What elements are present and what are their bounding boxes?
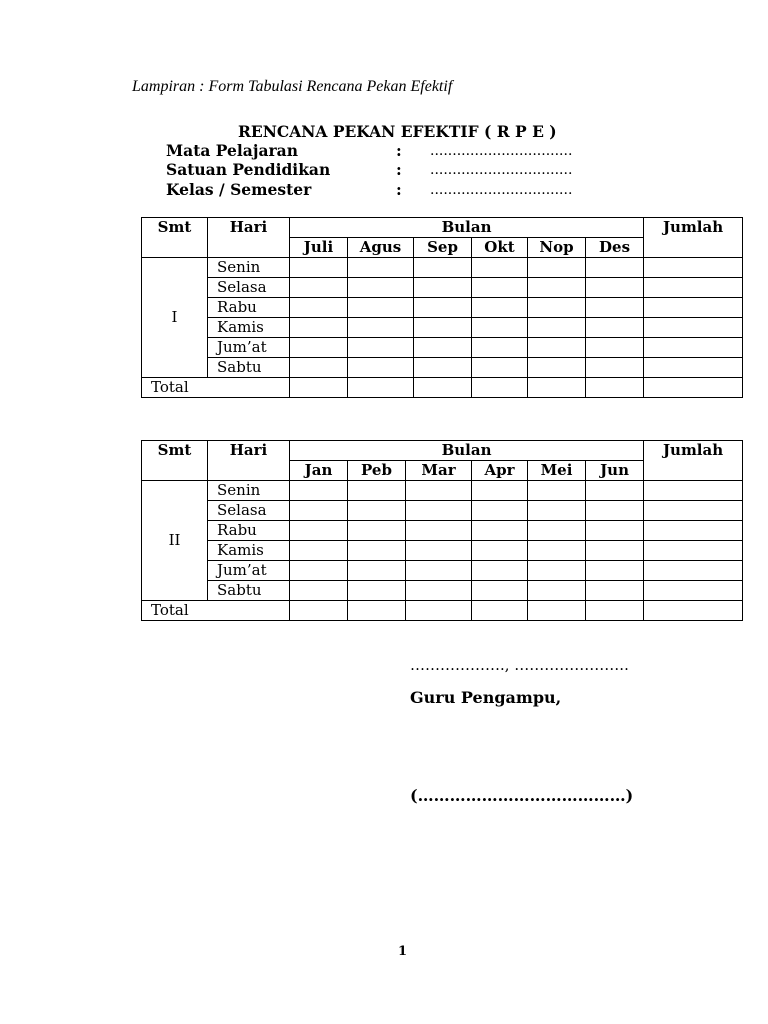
cell <box>290 258 348 278</box>
cell <box>290 318 348 338</box>
cell <box>644 318 743 338</box>
cell <box>644 358 743 378</box>
cell <box>528 501 586 521</box>
cell <box>586 481 644 501</box>
semester-label: I <box>142 258 208 378</box>
day-label: Kamis <box>208 541 290 561</box>
cell <box>406 561 472 581</box>
cell <box>586 318 644 338</box>
table-row <box>142 278 743 298</box>
cell <box>586 601 644 621</box>
cell <box>290 378 348 398</box>
cell <box>414 378 472 398</box>
cell <box>348 581 406 601</box>
cell <box>644 541 743 561</box>
cell <box>472 318 528 338</box>
cell <box>406 601 472 621</box>
table-row <box>142 541 743 561</box>
cell <box>586 298 644 318</box>
cell <box>644 481 743 501</box>
cell <box>290 581 348 601</box>
cell <box>406 541 472 561</box>
day-label: Senin <box>208 258 290 278</box>
meta-value-satuan-pendidikan: ................................ <box>430 162 573 178</box>
cell <box>290 501 348 521</box>
day-label: Sabtu <box>208 358 290 378</box>
month-header: Nop <box>528 238 586 258</box>
cell <box>414 318 472 338</box>
day-label: Kamis <box>208 318 290 338</box>
total-label: Total <box>142 601 290 621</box>
cell <box>644 601 743 621</box>
lampiran-caption: Lampiran : Form Tabulasi Rencana Pekan Efektif <box>132 78 453 95</box>
rpe-table-semester-1 <box>141 217 743 398</box>
cell <box>586 338 644 358</box>
document-title: RENCANA PEKAN EFEKTIF ( R P E ) <box>238 122 557 141</box>
cell <box>348 561 406 581</box>
cell <box>472 601 528 621</box>
cell <box>290 601 348 621</box>
month-header: Agus <box>348 238 414 258</box>
header-smt: Smt <box>142 441 208 481</box>
table-row <box>142 481 743 501</box>
month-header: Juli <box>290 238 348 258</box>
table-row <box>142 358 743 378</box>
cell <box>528 338 586 358</box>
month-header: Des <box>586 238 644 258</box>
cell <box>472 258 528 278</box>
meta-colon: : <box>396 160 402 179</box>
cell <box>528 298 586 318</box>
cell <box>644 378 743 398</box>
table-row <box>142 318 743 338</box>
cell <box>414 278 472 298</box>
cell <box>472 521 528 541</box>
cell <box>528 378 586 398</box>
cell <box>290 521 348 541</box>
cell <box>348 338 414 358</box>
day-label: Jum’at <box>208 338 290 358</box>
cell <box>586 378 644 398</box>
signature-name-line: (…………………………………) <box>410 786 634 805</box>
cell <box>586 258 644 278</box>
table-row <box>142 258 743 278</box>
cell <box>290 298 348 318</box>
cell <box>290 358 348 378</box>
header-jumlah: Jumlah <box>644 218 743 258</box>
semester-label: II <box>142 481 208 601</box>
cell <box>348 258 414 278</box>
day-label: Selasa <box>208 278 290 298</box>
cell <box>348 601 406 621</box>
month-header: Peb <box>348 461 406 481</box>
table-row <box>142 501 743 521</box>
day-label: Senin <box>208 481 290 501</box>
meta-colon: : <box>396 141 402 160</box>
cell <box>528 561 586 581</box>
cell <box>472 501 528 521</box>
cell <box>406 581 472 601</box>
cell <box>528 258 586 278</box>
cell <box>586 278 644 298</box>
cell <box>472 298 528 318</box>
cell <box>528 358 586 378</box>
cell <box>290 481 348 501</box>
total-label: Total <box>142 378 290 398</box>
month-header: Jan <box>290 461 348 481</box>
cell <box>528 318 586 338</box>
cell <box>290 338 348 358</box>
cell <box>414 258 472 278</box>
cell <box>644 278 743 298</box>
table-row <box>142 521 743 541</box>
header-smt: Smt <box>142 218 208 258</box>
table-row <box>142 298 743 318</box>
header-bulan: Bulan <box>290 218 644 238</box>
table-row <box>142 581 743 601</box>
month-header: Jun <box>586 461 644 481</box>
header-bulan: Bulan <box>290 441 644 461</box>
cell <box>348 298 414 318</box>
cell <box>472 541 528 561</box>
cell <box>290 278 348 298</box>
cell <box>406 501 472 521</box>
meta-value-kelas-semester: ................................ <box>430 182 573 198</box>
cell <box>472 561 528 581</box>
day-label: Jum’at <box>208 561 290 581</box>
cell <box>348 358 414 378</box>
cell <box>644 501 743 521</box>
cell <box>290 541 348 561</box>
cell <box>586 541 644 561</box>
cell <box>644 338 743 358</box>
month-header: Sep <box>414 238 472 258</box>
cell <box>414 358 472 378</box>
header-hari: Hari <box>208 441 290 481</box>
cell <box>348 378 414 398</box>
cell <box>586 521 644 541</box>
cell <box>528 481 586 501</box>
meta-label-satuan-pendidikan: Satuan Pendidikan <box>166 160 331 179</box>
cell <box>348 541 406 561</box>
cell <box>644 521 743 541</box>
cell <box>348 318 414 338</box>
page-number: 1 <box>398 944 408 959</box>
cell <box>348 501 406 521</box>
table-row <box>142 561 743 581</box>
month-header: Mar <box>406 461 472 481</box>
total-row <box>142 601 743 621</box>
cell <box>644 298 743 318</box>
meta-label-kelas-semester: Kelas / Semester <box>166 180 312 199</box>
cell <box>644 581 743 601</box>
cell <box>414 298 472 318</box>
month-header: Apr <box>472 461 528 481</box>
cell <box>472 358 528 378</box>
signature-role: Guru Pengampu, <box>410 688 562 707</box>
header-jumlah: Jumlah <box>644 441 743 481</box>
cell <box>586 501 644 521</box>
cell <box>406 481 472 501</box>
day-label: Rabu <box>208 521 290 541</box>
meta-value-mata-pelajaran: ................................ <box>430 143 573 159</box>
cell <box>406 521 472 541</box>
cell <box>472 481 528 501</box>
table-row <box>142 338 743 358</box>
signature-place-date: ………………., ………………….. <box>410 656 629 674</box>
meta-label-mata-pelajaran: Mata Pelajaran <box>166 141 298 160</box>
cell <box>472 581 528 601</box>
rpe-table-semester-2 <box>141 440 743 621</box>
cell <box>528 521 586 541</box>
cell <box>472 278 528 298</box>
header-hari: Hari <box>208 218 290 258</box>
cell <box>348 521 406 541</box>
cell <box>528 601 586 621</box>
day-label: Sabtu <box>208 581 290 601</box>
cell <box>644 561 743 581</box>
cell <box>472 338 528 358</box>
month-header: Okt <box>472 238 528 258</box>
cell <box>586 358 644 378</box>
meta-colon: : <box>396 180 402 199</box>
cell <box>528 278 586 298</box>
cell <box>348 481 406 501</box>
cell <box>290 561 348 581</box>
cell <box>528 541 586 561</box>
cell <box>586 581 644 601</box>
total-row <box>142 378 743 398</box>
cell <box>528 581 586 601</box>
cell <box>414 338 472 358</box>
month-header: Mei <box>528 461 586 481</box>
day-label: Selasa <box>208 501 290 521</box>
cell <box>644 258 743 278</box>
cell <box>472 378 528 398</box>
cell <box>348 278 414 298</box>
day-label: Rabu <box>208 298 290 318</box>
cell <box>586 561 644 581</box>
